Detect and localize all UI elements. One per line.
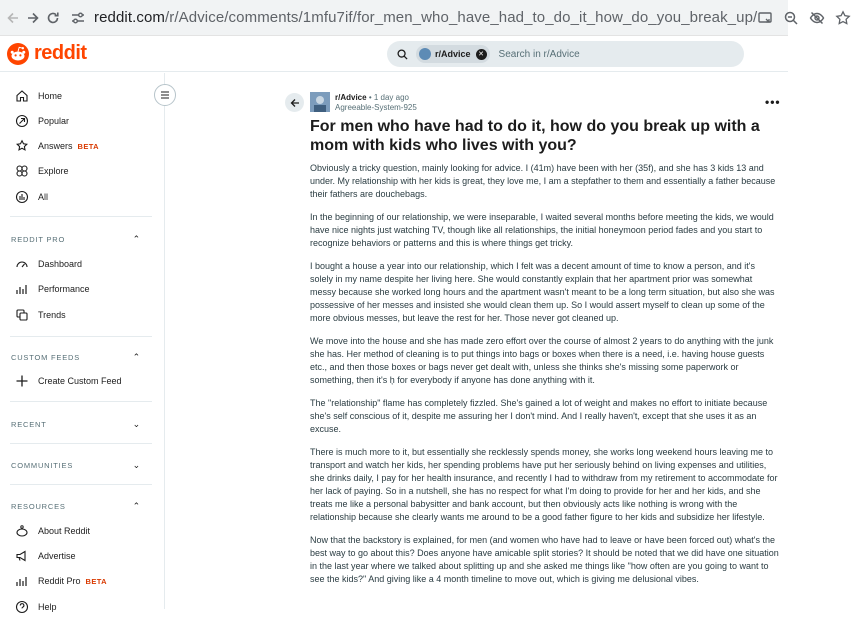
- section-title: RECENT: [11, 420, 47, 429]
- sidebar-item-label: About Reddit: [38, 526, 91, 536]
- more-options-button[interactable]: •••: [765, 95, 781, 109]
- post-paragraph: The "relationship" flame has completely fizzled. She's gained a lot of weight and makes no effort to initiate because she's self conscious of it, despite me assuring her I don't mind. And I really haven't, except that she uses it as an excuse.: [310, 398, 768, 434]
- sidebar-item-explore[interactable]: [15, 161, 69, 181]
- create-custom-feed-button[interactable]: [15, 371, 122, 391]
- sidebar-item-advertise[interactable]: [15, 546, 76, 566]
- bookmark-star-icon[interactable]: [835, 10, 851, 26]
- subreddit-link[interactable]: r/Advice: [335, 93, 367, 102]
- section-title: REDDIT PRO: [11, 235, 66, 244]
- post-body: [310, 162, 780, 596]
- subreddit-avatar-icon: [419, 48, 431, 60]
- search-scope-chip[interactable]: [416, 45, 490, 63]
- subreddit-avatar-icon: [310, 92, 330, 112]
- sidebar-item-label: Reddit Pro: [38, 576, 81, 586]
- sidebar-item-popular[interactable]: [15, 111, 69, 131]
- divider: [10, 484, 152, 485]
- resources-section-header[interactable]: [11, 501, 141, 512]
- recent-section-header[interactable]: [11, 419, 141, 430]
- search-bar[interactable]: [387, 41, 744, 67]
- trends-icon: [15, 308, 29, 322]
- sidebar-item-reddit-pro[interactable]: [15, 571, 107, 591]
- chevron-up-icon: ⌃: [132, 501, 141, 511]
- back-button[interactable]: [285, 93, 304, 112]
- communities-section-header[interactable]: [11, 460, 141, 471]
- sidebar-item-label: All: [38, 192, 49, 202]
- address-bar[interactable]: [70, 5, 757, 31]
- plus-icon: [15, 374, 29, 388]
- reddit-header: [0, 36, 788, 72]
- search-input[interactable]: Search in r/Advice: [498, 48, 580, 60]
- answers-icon: [15, 139, 29, 153]
- post-paragraph: We move into the house and she has made zero effort over the course of almost 2 years to do anything with the junk she has. Her method of cleaning is to put things into bags or boxes when there is a need, i.e. having house guests etc., and then those boxes or bags never get dealt with, unless she thinks she's missing some paperwork or something, then it's h̦ for everybody if anyone has done anything with it.: [310, 336, 774, 385]
- sidebar-item-help[interactable]: [15, 597, 57, 617]
- section-title: RESOURCES: [11, 502, 66, 511]
- divider: [10, 401, 152, 402]
- chevron-up-icon: ⌃: [132, 234, 141, 244]
- sidebar-item-all[interactable]: [15, 187, 48, 207]
- post-paragraph: I bought a house a year into our relationship, which I felt was a decent amount of time to know a person, and it's solely in my name despite her living here. She would constantly explain that her apartment prior was somewhat messy because she worked long hours and the apartment wasn't meant to be a long term situation, but also she was possessive of her messes and insisted she would clean them up. So I would assert myself to clean up some of the more obvious messes, but leave the rest for her. Those never got cleaned up.: [310, 261, 775, 323]
- post-time: 1 day ago: [373, 93, 409, 102]
- divider: [10, 216, 152, 217]
- reddit-pro-section-header[interactable]: [11, 234, 141, 245]
- left-sidebar: [0, 73, 165, 612]
- eye-off-icon[interactable]: [809, 10, 825, 26]
- collapse-sidebar-button[interactable]: [154, 84, 176, 106]
- search-icon: [397, 49, 408, 60]
- explore-icon: [15, 164, 29, 178]
- sidebar-item-trends[interactable]: [15, 305, 66, 325]
- cast-icon[interactable]: [757, 10, 773, 26]
- sidebar-item-label: Answers: [38, 141, 73, 151]
- post-paragraph: Obviously a tricky question, mainly looking for advice. I (41m) have been with her (35f), and she has 3 kids 13 and under. My relationship with her kids is great, they love me, I am a stepfather to them and essentially a father because their fathers are douchebags.: [310, 163, 776, 199]
- sidebar-item-label: Home: [38, 91, 63, 101]
- sidebar-item-about-reddit[interactable]: [15, 521, 90, 541]
- post-paragraph: There is much more to it, but essentially she recklessly spends money, she works long weekend hours leaving me to transport and watch her kids, her spending problems have put her seriously behind on living expenses and utilities, she drinks daily, I pay for her health insurance, and recently I had to withdraw from my retirement to accommodate for her lack of paying. So in a nutshell, she has no respect for what I'm doing to provide for her and her kids, and she treats me like a personal babysitter and bank account, but then obviously acts like nothing is wrong with the relationship because she clearly wants me around to be a good father figure to her kids and subsidize her lifestyle.: [310, 447, 778, 522]
- post-meta: r/Advice • 1 day ago Agreeable-System-925: [335, 93, 417, 112]
- about-icon: [15, 524, 29, 538]
- reddit-snoo-icon: [6, 42, 30, 66]
- author-link[interactable]: Agreeable-System-925: [335, 103, 417, 112]
- post-paragraph: Now that the backstory is explained, for men (and women who have had to leave or have been forced out) what's the best way to go about this? Does anyone have amicable split stories? It should be noted that we did have one situation in the last year where we talked about splitting up and she asked me things like "how often are you going to want to see the kids?" And giving like a 4 month timeline to move out, which is giving me delusional vibes.: [310, 535, 779, 584]
- url-host: reddit.com: [94, 9, 166, 26]
- sidebar-item-home[interactable]: [15, 86, 62, 106]
- url-path: /r/Advice/comments/1mfu7if/for_men_who_have_had_to_do_it_how_do_you_break_up/: [165, 9, 758, 26]
- sidebar-item-label: Dashboard: [38, 259, 83, 269]
- popular-icon: [15, 114, 29, 128]
- reload-icon[interactable]: [46, 7, 60, 29]
- chevron-down-icon: ⌄: [132, 419, 141, 429]
- back-arrow-icon[interactable]: [6, 7, 20, 29]
- sidebar-item-label: Performance: [38, 284, 90, 294]
- reddit-wordmark: reddit: [34, 42, 87, 64]
- divider: [10, 443, 152, 444]
- home-icon: [15, 89, 29, 103]
- reddit-logo[interactable]: [6, 42, 87, 66]
- post-paragraph: In the beginning of our relationship, we were inseparable, I waited several months before meeting the kids, we would have nice nights just watching TV, though like all relationships, the initial honeymoon period fades and you start to recognize behaviors or patterns and this is where things get tricky.: [310, 212, 774, 248]
- divider: [10, 336, 152, 337]
- sidebar-item-label: Help: [38, 602, 57, 612]
- chevron-down-icon: ⌄: [132, 460, 141, 470]
- browser-toolbar: [0, 0, 788, 36]
- sidebar-item-dashboard[interactable]: [15, 254, 82, 274]
- all-icon: [15, 190, 29, 204]
- sidebar-item-answers[interactable]: [15, 136, 99, 156]
- sidebar-item-label: Advertise: [38, 551, 76, 561]
- sidebar-item-label: Popular: [38, 116, 70, 126]
- beta-badge: BETA: [85, 576, 107, 586]
- dashboard-icon: [15, 257, 29, 271]
- sidebar-item-label: Create Custom Feed: [38, 376, 122, 386]
- section-title: CUSTOM FEEDS: [11, 353, 81, 362]
- custom-feeds-section-header[interactable]: [11, 352, 141, 363]
- forward-arrow-icon[interactable]: [26, 7, 40, 29]
- reddit-pro-icon: [15, 574, 29, 588]
- arrow-left-icon: [290, 98, 300, 108]
- advertise-icon: [15, 549, 29, 563]
- section-title: COMMUNITIES: [11, 461, 74, 470]
- help-icon: [15, 600, 29, 614]
- menu-icon: [160, 90, 170, 100]
- zoom-icon[interactable]: [783, 10, 799, 26]
- performance-icon: [15, 282, 29, 296]
- sidebar-item-performance[interactable]: [15, 279, 90, 299]
- search-scope-label: r/Advice: [435, 49, 471, 59]
- sidebar-item-label: Explore: [38, 166, 69, 176]
- sidebar-item-label: Trends: [38, 310, 66, 320]
- post-title: For men who have had to do it, how do you break up with a mom with kids who lives with you?: [310, 118, 760, 154]
- chevron-up-icon: ⌃: [132, 352, 141, 362]
- site-settings-icon[interactable]: [70, 10, 86, 26]
- beta-badge: BETA: [77, 141, 99, 151]
- close-icon[interactable]: ✕: [476, 49, 487, 60]
- subreddit-avatar[interactable]: [310, 92, 330, 112]
